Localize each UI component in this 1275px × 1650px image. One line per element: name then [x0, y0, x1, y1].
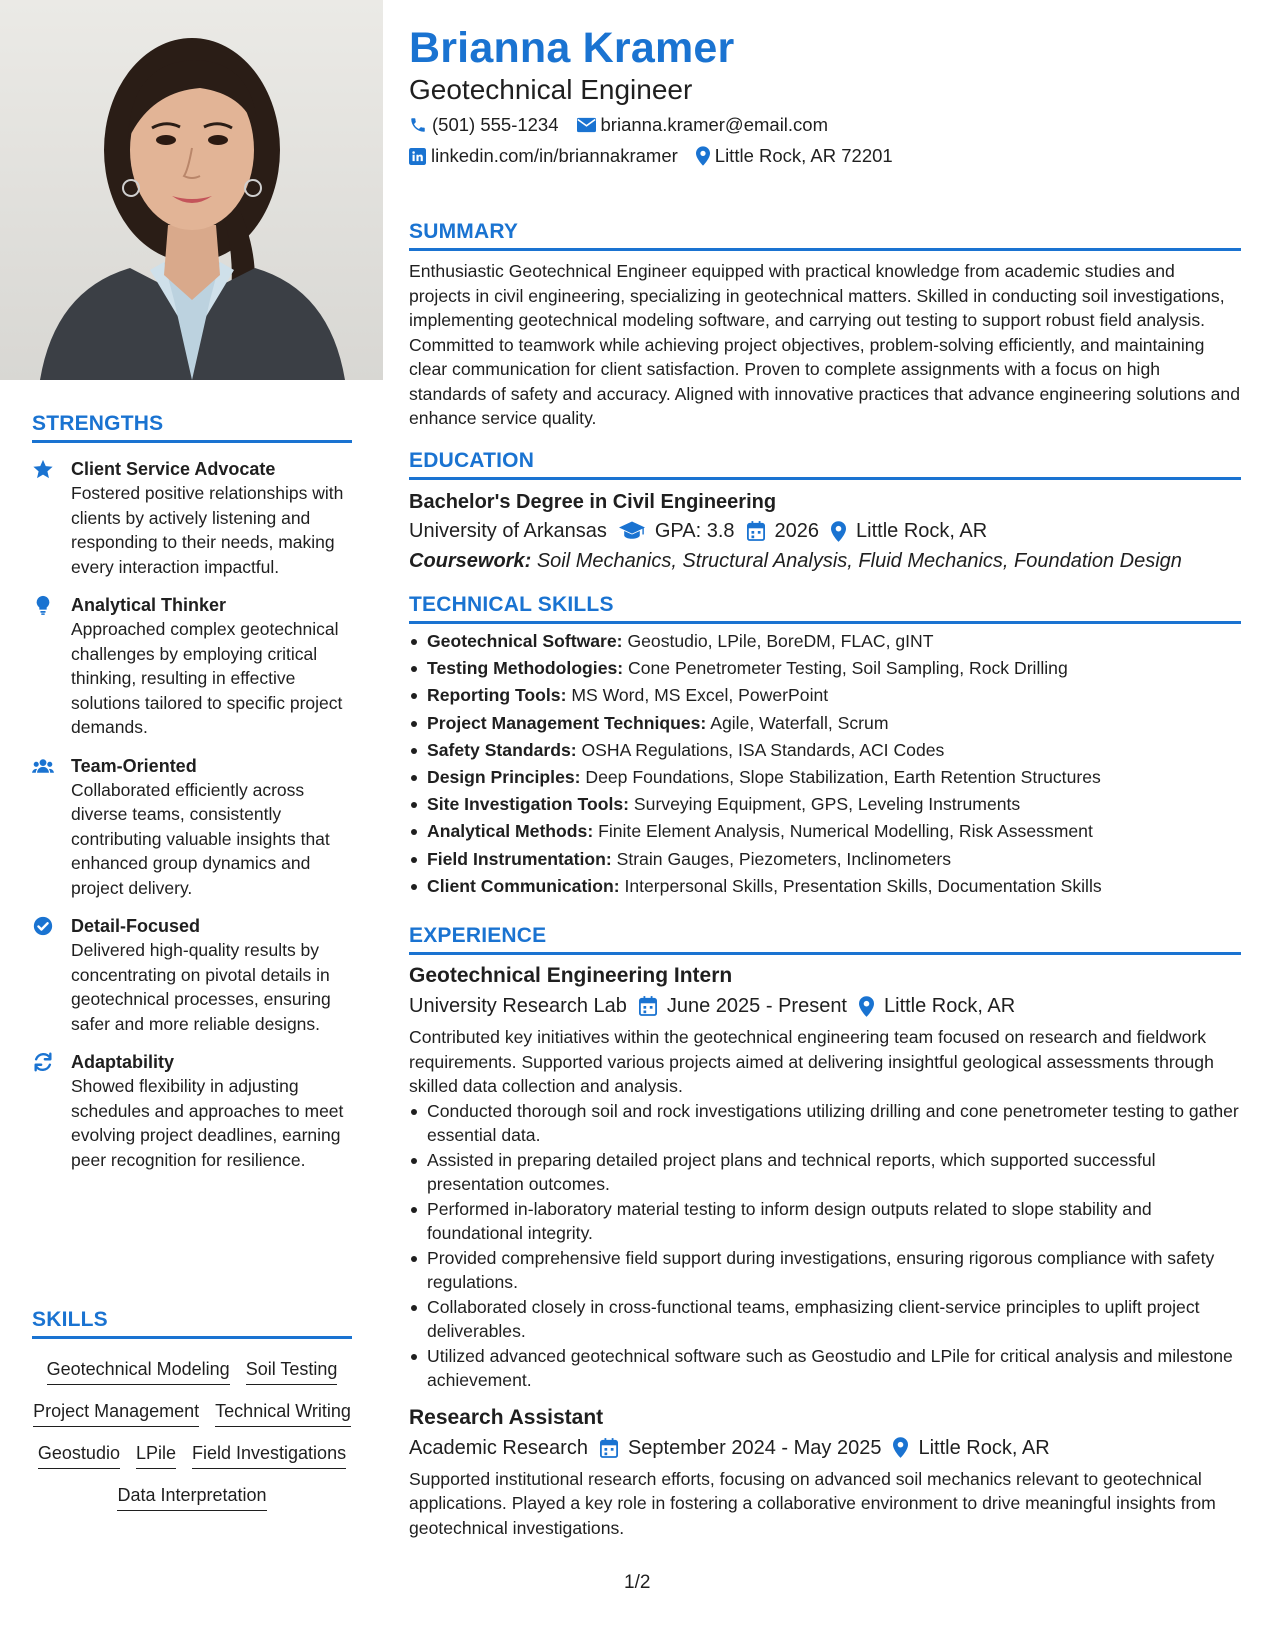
strength-item [32, 754, 352, 901]
coursework-text: Soil Mechanics, Structural Analysis, Fluid Mechanics, Foundation Design [536, 550, 1182, 572]
job-entry [409, 961, 1241, 1393]
skill-tag: Geotechnical Modeling [47, 1357, 230, 1385]
strength-title: Client Service Advocate [71, 459, 276, 479]
skill-values: Deep Foundations, Slope Stabilization, Earth Retention Structures [585, 767, 1101, 788]
list-item [409, 710, 1241, 737]
list-item [409, 846, 1241, 873]
map-pin-icon [831, 521, 846, 542]
linkedin-icon [409, 148, 426, 165]
job-dates-item [639, 991, 847, 1021]
phone-icon [409, 116, 427, 134]
calendar-icon [747, 521, 765, 541]
edu-location-text: Little Rock, AR [856, 520, 988, 542]
coursework-label: Coursework: [409, 550, 532, 572]
contact-row-2 [409, 145, 911, 167]
skill-values: Agile, Waterfall, Scrum [710, 712, 889, 733]
list-item [409, 873, 1241, 900]
strength-item [32, 593, 352, 740]
envelope-icon [577, 117, 596, 133]
skills-section [32, 1308, 352, 1511]
lightbulb-icon [32, 594, 54, 616]
candidate-name: Brianna Kramer [409, 24, 735, 72]
summary-title: SUMMARY [409, 220, 1241, 251]
list-item [409, 737, 1241, 764]
strength-item [32, 914, 352, 1036]
edu-location-item [831, 516, 987, 546]
calendar-icon [600, 1438, 618, 1458]
strength-desc: Delivered high-quality results by concentrating on pivotal details in geotechnical processes, ensuring safer and more reliable designs. [71, 940, 331, 1034]
skill-category: Reporting Tools: [427, 685, 567, 706]
skill-category: Safety Standards: [427, 739, 577, 760]
strengths-title: STRENGTHS [32, 412, 352, 443]
location-contact [696, 145, 893, 167]
map-pin-icon [696, 146, 710, 166]
skill-category: Testing Methodologies: [427, 658, 624, 679]
skill-values: OSHA Regulations, ISA Standards, ACI Codes [581, 739, 945, 760]
skill-values: Geostudio, LPile, BoreDM, FLAC, gINT [627, 631, 934, 651]
job-dates-item [600, 1433, 882, 1463]
job-location: Little Rock, AR [884, 995, 1016, 1017]
skill-tag: Technical Writing [215, 1399, 351, 1427]
education-section [409, 449, 1241, 576]
skill-tag: Data Interpretation [117, 1483, 266, 1511]
list-item: Collaborated closely in cross-functional teams, emphasizing client-service principles to uplift project deliverables. [409, 1295, 1241, 1344]
skill-category: Design Principles: [427, 767, 581, 788]
star-icon [32, 458, 54, 480]
phone-text: (501) 555-1234 [432, 114, 559, 135]
gpa-item [619, 516, 735, 546]
skill-tag: Project Management [33, 1399, 199, 1427]
map-pin-icon [859, 996, 874, 1017]
job-dates: June 2025 - Present [666, 995, 847, 1017]
list-item: Provided comprehensive field support during investigations, ensuring rigorous compliance with safety regulations. [409, 1246, 1241, 1295]
skills-title: SKILLS [32, 1308, 352, 1339]
job-location: Little Rock, AR [918, 1436, 1050, 1459]
contact-row-1 [409, 114, 846, 136]
strength-desc: Fostered positive relationships with clients by actively listening and responding to their needs, making every interaction impactful. [71, 483, 344, 577]
list-item [409, 818, 1241, 845]
skill-tag: Geostudio [38, 1441, 120, 1469]
education-meta [409, 516, 1241, 546]
job-meta [409, 991, 1241, 1021]
check-circle-icon [32, 915, 54, 937]
list-item: Assisted in preparing detailed project plans and technical reports, which supported successful presentation outcomes. [409, 1148, 1241, 1197]
linkedin-contact[interactable] [409, 145, 678, 167]
list-item [409, 764, 1241, 791]
email-contact[interactable] [577, 114, 829, 136]
skill-tag: Soil Testing [246, 1357, 338, 1385]
map-pin-icon [893, 1437, 908, 1458]
job-role: Geotechnical Engineering Intern [409, 964, 733, 987]
strengths-list [32, 457, 352, 1172]
skill-values: Cone Penetrometer Testing, Soil Sampling, Rock Drilling [628, 658, 1068, 679]
skill-category: Project Management Techniques: [427, 712, 707, 733]
page-number: 1/2 [624, 1572, 651, 1593]
strength-title: Detail-Focused [71, 916, 201, 936]
job-role: Research Assistant [409, 1405, 604, 1429]
list-item [409, 655, 1241, 682]
experience-title: EXPERIENCE [409, 924, 1241, 955]
refresh-icon [32, 1051, 54, 1073]
list-item [409, 791, 1241, 818]
strength-title: Adaptability [71, 1052, 175, 1072]
skill-values: Interpersonal Skills, Presentation Skills, Documentation Skills [624, 875, 1102, 896]
list-item [409, 628, 1241, 655]
skill-values: Strain Gauges, Piezometers, Inclinometers [616, 848, 952, 869]
phone-contact[interactable] [409, 114, 559, 136]
job-location-item [893, 1433, 1049, 1463]
left-column [0, 0, 383, 1650]
year-text: 2026 [774, 520, 820, 542]
graduation-cap-icon [619, 521, 645, 541]
technical-skills-list [409, 628, 1241, 900]
job-description: Contributed key initiatives within the geotechnical engineering team focused on research and fieldwork requirements. Supported various projects aimed at delivering insightful geological assessments through skilled data collection and analysis. [409, 1027, 1214, 1096]
list-item [409, 682, 1241, 709]
degree-title: Bachelor's Degree in Civil Engineering [409, 491, 777, 513]
list-item: Utilized advanced geotechnical software such as Geostudio and LPile for critical analysis and milestone achievement. [409, 1344, 1241, 1393]
location-text: Little Rock, AR 72201 [714, 145, 893, 166]
strength-desc: Collaborated efficiently across diverse teams, consistently contributing valuable insights that enhanced group dynamics and project delivery. [71, 779, 330, 898]
users-icon [32, 755, 54, 777]
job-title: Geotechnical Engineer [409, 74, 693, 105]
skill-category: Client Communication: [427, 875, 620, 896]
strength-item [32, 457, 352, 579]
job-entry [409, 1403, 1241, 1541]
skill-tag: Field Investigations [192, 1441, 346, 1469]
gpa-text: GPA: 3.8 [654, 520, 735, 542]
technical-skills-title: TECHNICAL SKILLS [409, 593, 1241, 624]
strength-title: Analytical Thinker [71, 595, 227, 615]
summary-section [409, 220, 1241, 431]
strength-item [32, 1050, 352, 1172]
email-text: brianna.kramer@email.com [600, 114, 829, 135]
job-description: Supported institutional research efforts, focusing on advanced soil mechanics relevant to geotechnical applications. Played a key role in fostering a collaborative environment to drive meaningful insights from geotechnical investigations. [409, 1468, 1216, 1538]
skill-tag: LPile [136, 1441, 176, 1469]
skill-values: Finite Element Analysis, Numerical Modelling, Risk Assessment [598, 821, 1093, 842]
job-bullets [409, 1099, 1241, 1393]
job-org: University Research Lab [409, 995, 627, 1017]
skill-category: Analytical Methods: [427, 821, 594, 842]
skill-values: Surveying Equipment, GPS, Leveling Instruments [633, 794, 1021, 815]
skill-category: Geotechnical Software: [427, 631, 623, 651]
strength-desc: Showed flexibility in adjusting schedules and approaches to meet evolving project deadlines, earning peer recognition for resilience. [71, 1076, 344, 1170]
education-title: EDUCATION [409, 449, 1241, 480]
linkedin-text: linkedin.com/in/briannakramer [431, 145, 678, 166]
portrait-illustration [0, 0, 383, 380]
skills-tags [32, 1357, 352, 1511]
strength-title: Team-Oriented [71, 755, 197, 776]
job-org: Academic Research [409, 1436, 588, 1459]
list-item: Performed in-laboratory material testing to inform design outputs related to slope stability and foundational integrity. [409, 1197, 1241, 1246]
technical-skills-section [409, 593, 1241, 900]
job-meta [409, 1433, 1241, 1463]
skill-category: Field Instrumentation: [427, 848, 612, 869]
experience-section [409, 924, 1241, 1540]
calendar-icon [639, 996, 657, 1016]
summary-text: Enthusiastic Geotechnical Engineer equipped with practical knowledge from academic studies and projects in civil engineering, specializing in geotechnical matters. Skilled in conducting soil investigations, implementing geotechnical modeling software, and carrying out testing to support robust field analysis. Committed to teamwork while achieving project objectives, problem-solving efficiently, and maintaining clear communication for client satisfaction. Proven to complete assignments with a focus on high standards of safety and accuracy. Aligned with innovative practices that advance engineering solutions and enhance service quality. [409, 261, 1241, 428]
strengths-section [32, 412, 352, 1186]
job-location-item [859, 991, 1015, 1021]
coursework-line [409, 546, 1241, 576]
job-dates: September 2024 - May 2025 [627, 1436, 882, 1459]
school-name: University of Arkansas [409, 520, 607, 542]
year-item [747, 516, 820, 546]
strength-desc: Approached complex geotechnical challenges by employing critical thinking, resulting in effective solutions tailored to specific project demands. [71, 619, 343, 737]
skill-values: MS Word, MS Excel, PowerPoint [571, 685, 829, 706]
profile-photo [0, 0, 383, 380]
list-item: Conducted thorough soil and rock investigations utilizing drilling and cone penetrometer testing to gather essential data. [409, 1099, 1241, 1148]
skill-category: Site Investigation Tools: [427, 794, 630, 815]
